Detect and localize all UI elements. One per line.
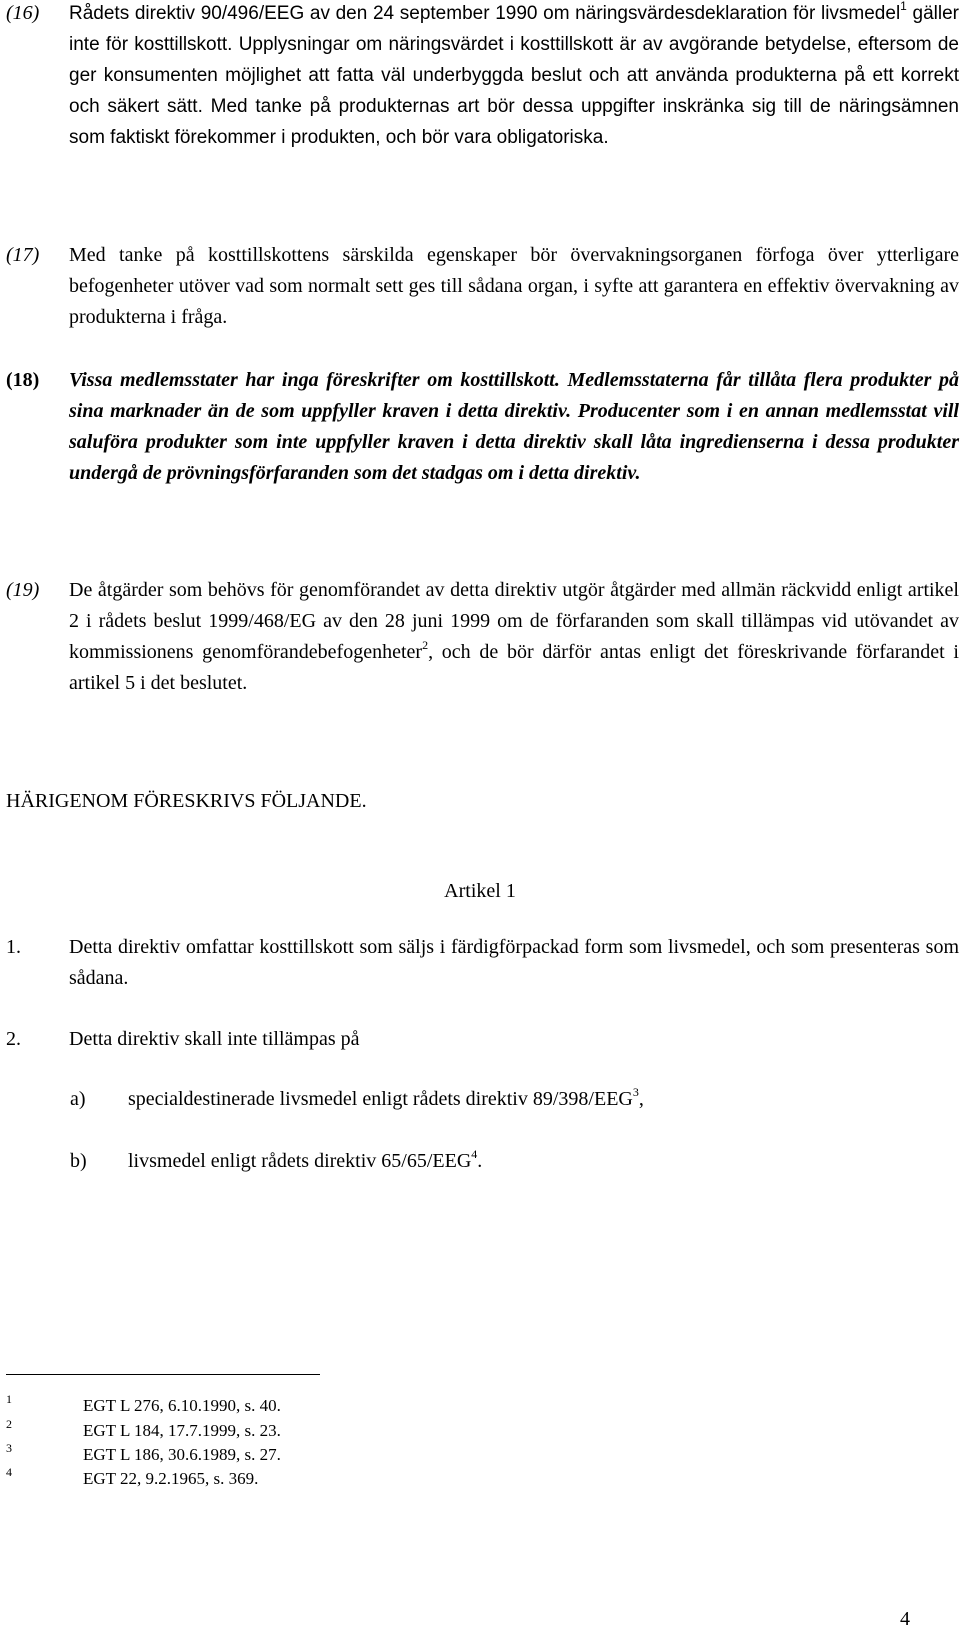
item-text — [128, 1146, 482, 1177]
article-paragraph-2 — [6, 1024, 960, 1055]
footnote-text: EGT 22, 9.2.1965, s. 369. — [83, 1469, 259, 1488]
paragraph-text: Detta direktiv skall inte tillämpas på — [69, 1028, 360, 1050]
recital-text-part: , och de bör därför antas enligt det föreskrivande förfarandet i artikel 5 i det beslutet. — [69, 641, 959, 694]
item-label: b) — [70, 1150, 87, 1172]
item-text-end: , — [638, 1088, 644, 1110]
footnote-ref[interactable]: 1 — [900, 0, 907, 13]
article-title: Artikel 1 — [444, 880, 516, 902]
item-text-main: livsmedel enligt rådets direktiv 65/65/EEG — [128, 1150, 472, 1172]
paragraph-number: 1. — [6, 936, 21, 958]
recital-text — [69, 575, 959, 699]
footnote-number: 4 — [6, 1465, 12, 1479]
footnote-number: 2 — [6, 1417, 12, 1431]
paragraph-text: Detta direktiv omfattar kosttillskott som säljs i färdigförpackad form som livsmedel, och som presenteras som sådana. — [69, 936, 959, 989]
item-label: a) — [70, 1088, 86, 1110]
page-number: 4 — [900, 1608, 910, 1630]
footnote-text: EGT L 276, 6.10.1990, s. 40. — [83, 1396, 281, 1415]
enacting-heading: HÄRIGENOM FÖRESKRIVS FÖLJANDE. — [6, 790, 367, 812]
footnote-ref[interactable]: 3 — [632, 1085, 639, 1099]
item-text — [128, 1084, 644, 1115]
recital-text-part: Rådets direktiv 90/496/EEG av den 24 september 1990 om näringsvärdesdeklaration för livsmedel — [69, 3, 901, 24]
footnote-number: 3 — [6, 1441, 12, 1455]
recital-text: Med tanke på kosttillskottens särskilda egenskaper bör övervakningsorganen förfoga över ytterligare befogenheter utöver vad som normalt sett ges till sådana organ, i syfte att garantera en effektiv övervakning av produkterna i fråga. — [69, 244, 959, 328]
footnote-ref[interactable]: 4 — [471, 1147, 478, 1161]
recital-16 — [6, 0, 960, 153]
recital-number: (16) — [6, 2, 40, 24]
recital-17 — [6, 240, 960, 333]
article-paragraph-1 — [6, 932, 960, 994]
item-text-end: . — [477, 1150, 483, 1172]
recital-19 — [6, 575, 960, 699]
item-text-main: specialdestinerade livsmedel enligt rådets direktiv 89/398/EEG — [128, 1088, 633, 1110]
paragraph-number: 2. — [6, 1028, 21, 1050]
recital-number: (17) — [6, 244, 40, 266]
recital-18 — [6, 365, 960, 489]
footnote-separator — [6, 1374, 320, 1375]
footnote-text: EGT L 184, 17.7.1999, s. 23. — [83, 1421, 281, 1440]
footnote-number: 1 — [6, 1392, 12, 1406]
recital-number: (18) — [6, 369, 40, 391]
recital-text-part: De åtgärder som behövs för genomförandet av detta direktiv utgör åtgärder med allmän räckvidd enligt artikel 2 i rådets beslut 1999/468/EG av den 28 juni 1999 om de förfaranden som skall tillämpas vid utövandet av kommissionens genomförandebefogenheter — [69, 579, 959, 663]
recital-text — [69, 0, 959, 153]
recital-text: Vissa medlemsstater har inga föreskrifter om kosttillskott. Medlemsstaterna får tillåta flera produkter på sina marknader än de som uppfyller kraven i detta direktiv. Producenter som i en annan medlemsstat vill saluföra produkter som inte uppfyller kraven i detta direktiv skall låta ingredienserna i dessa produkter undergå de prövningsförfaranden som det stadgas om i detta direktiv. — [69, 369, 959, 484]
recital-text-part: gäller inte för kosttillskott. Upplysningar om näringsvärdet i kosttillskott är av avgörande betydelse, eftersom de ger konsumenten möjlighet att fatta väl underbyggda beslut och att använda produkterna på ett korrekt och säkert sätt. Med tanke på produkternas art bör dessa uppgifter inskränka sig till de näringsämnen som faktiskt förekommer i produkten, och bör vara obligatoriska. — [69, 3, 959, 148]
footnote-text: EGT L 186, 30.6.1989, s. 27. — [83, 1445, 281, 1464]
footnote-ref[interactable]: 2 — [422, 638, 429, 652]
recital-number: (19) — [6, 579, 40, 601]
